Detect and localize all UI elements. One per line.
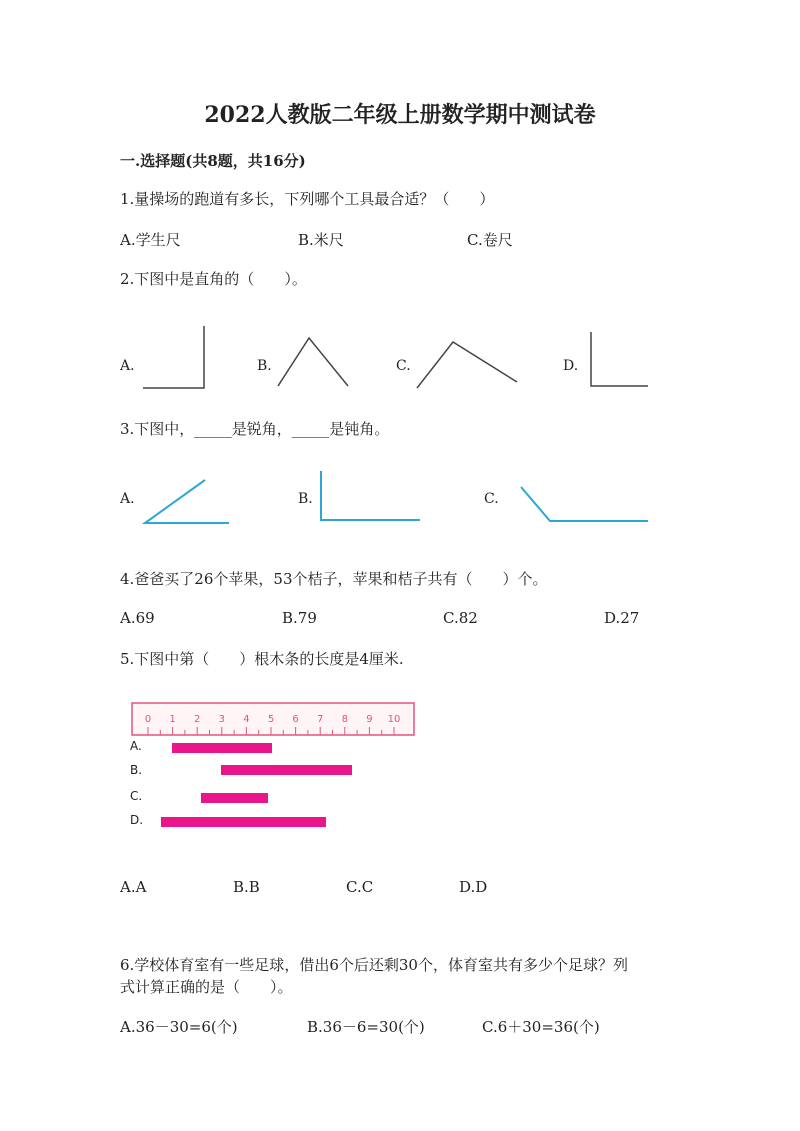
q5-option-d: D.D xyxy=(459,878,488,896)
ruler-number: 1 xyxy=(169,714,176,725)
q5-option-b: B.B xyxy=(233,878,260,896)
ruler-number: 7 xyxy=(317,714,324,725)
ruler-number: 9 xyxy=(366,714,373,725)
q2-label-a: A. xyxy=(120,358,135,374)
page-title: 2022人教版二年级上册数学期中测试卷 xyxy=(204,102,596,128)
ruler-number: 5 xyxy=(267,714,275,725)
q1-option-b: B.米尺 xyxy=(298,231,344,249)
question-3-text: 3.下图中，_____是锐角，_____是钝角。 xyxy=(120,420,390,438)
q3-label-a: A. xyxy=(120,491,135,507)
q4-option-d: D.27 xyxy=(604,609,640,627)
bar-label-b: B. xyxy=(130,763,143,777)
bar-b xyxy=(221,765,352,775)
q4-option-b: B.79 xyxy=(282,609,317,627)
q3-label-c: C. xyxy=(484,491,499,507)
question-6-text-line2: 式计算正确的是（ ）。 xyxy=(120,978,293,996)
ruler-number: 8 xyxy=(341,714,348,725)
q5-option-c: C.C xyxy=(346,878,374,896)
q4-option-a: A.69 xyxy=(120,609,155,627)
ruler-number: 3 xyxy=(218,714,225,725)
bar-label-a: A. xyxy=(130,739,142,753)
q2-label-b: B. xyxy=(257,358,272,374)
q4-option-c: C.82 xyxy=(443,609,478,627)
q3-label-b: B. xyxy=(298,491,313,507)
bar-d xyxy=(161,817,326,827)
q1-option-a: A.学生尺 xyxy=(120,231,181,249)
q6-option-a: A.36－30=6(个) xyxy=(120,1018,238,1036)
q5-option-a: A.A xyxy=(120,878,147,896)
ruler-number: 0 xyxy=(144,714,152,725)
question-4-text: 4.爸爸买了26个苹果，53个桔子，苹果和桔子共有（ ）个。 xyxy=(120,570,548,588)
question-1-text: 1.量操场的跑道有多长，下列哪个工具最合适？（ ） xyxy=(120,190,495,208)
ruler-number: 4 xyxy=(243,714,250,725)
question-5-text: 5.下图中第（ ）根木条的长度是4厘米. xyxy=(120,650,404,668)
ruler-number: 6 xyxy=(292,714,299,725)
q2-label-c: C. xyxy=(396,358,411,374)
bar-label-d: D. xyxy=(130,813,144,827)
bar-a xyxy=(172,743,272,753)
bar-c xyxy=(201,793,268,803)
q1-option-c: C.卷尺 xyxy=(467,231,513,249)
ruler-number: 2 xyxy=(194,714,201,725)
question-6-text-line1: 6.学校体育室有一些足球，借出6个后还剩30个，体育室共有多少个足球？列 xyxy=(120,956,628,974)
bar-label-c: C. xyxy=(130,789,143,803)
section-heading: 一.选择题(共8题，共16分) xyxy=(120,152,306,170)
ruler-number: 10 xyxy=(387,714,401,725)
q2-label-d: D. xyxy=(563,358,579,374)
q6-option-b: B.36－6=30(个) xyxy=(307,1018,425,1036)
question-2-text: 2.下图中是直角的（ ）。 xyxy=(120,270,307,288)
q6-option-c: C.6＋30=36(个) xyxy=(482,1018,600,1036)
